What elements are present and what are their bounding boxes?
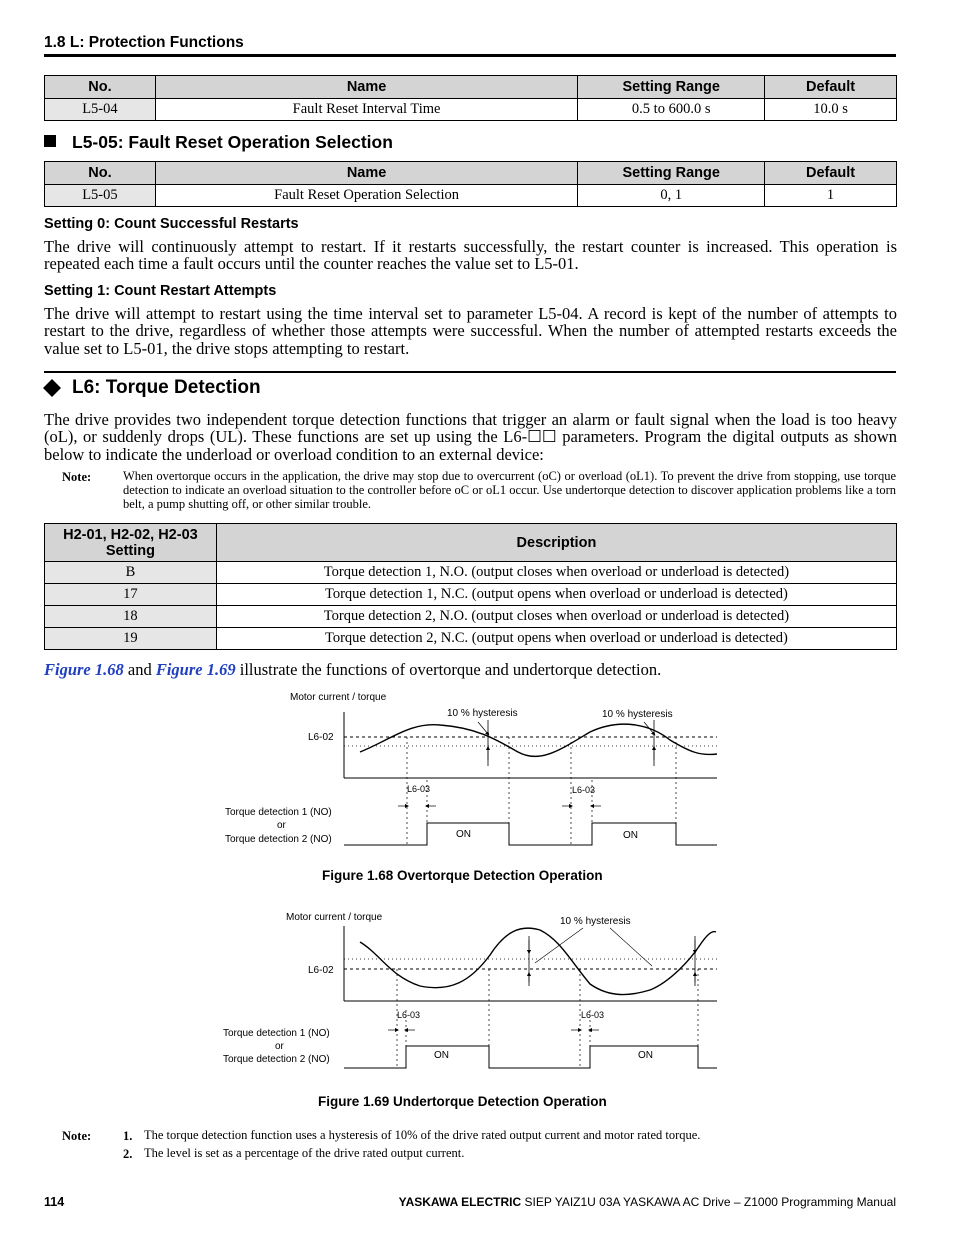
- l6-heading: L6: Torque Detection: [72, 377, 261, 398]
- figure-1-69-caption: Figure 1.69 Undertorque Detection Operation: [318, 1094, 607, 1109]
- figure-1-69-diagram: [0, 900, 954, 1090]
- cell-no: L5-05: [45, 185, 156, 207]
- bottom-note-num-2: 2.: [123, 1147, 133, 1161]
- cell-description: Torque detection 2, N.C. (output opens when overload or underload is detected): [216, 628, 896, 650]
- fig168-delay-label-1: L6-03: [407, 784, 431, 794]
- figure-1-68-diagram: [0, 680, 954, 895]
- col-header-name: Name: [155, 162, 577, 185]
- fig169-output-label-1: Torque detection 1 (NO): [223, 1028, 330, 1039]
- figref-and: and: [127, 660, 152, 679]
- cell-description: Torque detection 1, N.O. (output closes when overload or underload is detected): [216, 562, 896, 584]
- header-rule: [44, 54, 896, 57]
- section-rule: [44, 371, 896, 373]
- cell-description: Torque detection 2, N.O. (output closes when overload or underload is detected): [216, 606, 896, 628]
- setting-0-text: The drive will continuously attempt to restart. If it restarts successfully, the restart counter is increased. This operation is repeated each time a fault occurs until the counter reaches the value set to L5-01.: [44, 237, 897, 274]
- fig169-on-label-2: ON: [638, 1050, 653, 1061]
- fig169-torque-curve: [360, 928, 716, 994]
- fig168-output-label-1: Torque detection 1 (NO): [225, 807, 332, 818]
- fig169-output-label-3: Torque detection 2 (NO): [223, 1054, 330, 1065]
- table-row: [45, 99, 897, 121]
- bottom-note-num-1: 1.: [123, 1129, 133, 1143]
- square-bullet-icon: [44, 135, 56, 147]
- col-header-default: Default: [765, 76, 897, 99]
- fig168-output-label-2: or: [277, 820, 286, 831]
- footer-doc: SIEP YAIZ1U 03A YASKAWA AC Drive – Z1000 Programming Manual: [524, 1195, 896, 1209]
- note-label: Note:: [62, 470, 92, 484]
- fig169-delay-label-2: L6-03: [581, 1010, 605, 1020]
- setting-1-title: Setting 1: Count Restart Attempts: [44, 283, 277, 299]
- fig168-hysteresis-arrow-2: [644, 722, 654, 734]
- cell-setting: 19: [45, 628, 217, 650]
- cell-setting: B: [45, 562, 217, 584]
- fig169-y-axis-label: Motor current / torque: [286, 912, 383, 923]
- cell-description: Torque detection 1, N.C. (output opens when overload or underload is detected): [216, 584, 896, 606]
- col-header-no: No.: [45, 76, 156, 99]
- section-header: 1.8 L: Protection Functions: [44, 34, 244, 51]
- fig169-level-label: L6-02: [308, 965, 334, 976]
- fig168-level-label: L6-02: [308, 732, 334, 743]
- fig168-on-label-2: ON: [623, 830, 638, 841]
- setting-0-title: Setting 0: Count Successful Restarts: [44, 216, 299, 232]
- cell-setting: 17: [45, 584, 217, 606]
- figure-1-69-link[interactable]: Figure 1.69: [155, 660, 236, 679]
- figure-reference-line: [44, 660, 661, 680]
- bottom-note-text-1: The torque detection function uses a hysteresis of 10% of the drive rated output current and motor rated torque.: [144, 1128, 701, 1142]
- col-header-default: Default: [765, 162, 897, 185]
- col-header-description: Description: [216, 524, 896, 562]
- fig168-y-axis-label: Motor current / torque: [290, 692, 387, 703]
- cell-no: L5-04: [45, 99, 156, 121]
- fig169-hysteresis-label: 10 % hysteresis: [560, 916, 631, 927]
- cell-default: 1: [765, 185, 897, 207]
- footer-text: [399, 1195, 896, 1209]
- cell-setting: 18: [45, 606, 217, 628]
- fig169-output-signal: [344, 1046, 717, 1068]
- figref-rest: illustrate the functions of overtorque and undertorque detection.: [239, 660, 662, 679]
- col-header-no: No.: [45, 162, 156, 185]
- figure-1-68-link[interactable]: Figure 1.68: [44, 660, 124, 679]
- fig168-delay-label-2: L6-03: [572, 785, 596, 795]
- fig168-torque-curve: [360, 724, 717, 756]
- fig168-on-label-1: ON: [456, 829, 471, 840]
- bottom-note-text-2: The level is set as a percentage of the drive rated output current.: [144, 1146, 465, 1160]
- col-header-setting: [45, 524, 217, 562]
- fig169-hysteresis-leader-1: [535, 928, 583, 963]
- fig168-output-label-3: Torque detection 2 (NO): [225, 834, 332, 845]
- cell-range: 0.5 to 600.0 s: [578, 99, 765, 121]
- fig169-output-label-2: or: [275, 1041, 284, 1052]
- setting-1-text: The drive will attempt to restart using the time interval set to parameter L5-04. A record is kept of the number of attempts to restart to the drive, regardless of whether those attempts were successful. When the number of attempted restarts exceeds the value set to L5-01, the drive stops attempting to restart.: [44, 304, 897, 358]
- header-setting-line1: H2-01, H2-02, H2-03: [63, 526, 198, 543]
- cell-range: 0, 1: [578, 185, 765, 207]
- table-row: [45, 606, 897, 628]
- fig168-output-signal: [344, 823, 717, 845]
- page-number: 114: [44, 1195, 65, 1209]
- l5-04-table: [44, 75, 897, 121]
- bottom-note-label: Note:: [62, 1129, 92, 1143]
- cell-name: Fault Reset Operation Selection: [155, 185, 577, 207]
- cell-default: 10.0 s: [765, 99, 897, 121]
- fig169-on-label-1: ON: [434, 1050, 449, 1061]
- fig169-delay-label-1: L6-03: [397, 1010, 421, 1020]
- cell-name: Fault Reset Interval Time: [155, 99, 577, 121]
- table-row: [45, 628, 897, 650]
- col-header-range: Setting Range: [578, 162, 765, 185]
- l5-05-heading: L5-05: Fault Reset Operation Selection: [72, 132, 393, 152]
- l6-intro: The drive provides two independent torque detection functions that trigger an alarm or fault signal when the load is too heavy (oL), or suddenly drops (UL). These functions are set up using the L6-☐☐ parameters. Program the digital outputs as shown below to indicate the underload or overload condition to an external device:: [44, 410, 897, 464]
- col-header-range: Setting Range: [578, 76, 765, 99]
- l5-05-table: [44, 161, 897, 207]
- h2-settings-table: [44, 523, 897, 650]
- fig168-hysteresis-label-2: 10 % hysteresis: [602, 709, 673, 720]
- header-setting-line2: Setting: [105, 542, 155, 559]
- fig169-hysteresis-leader-2: [610, 928, 652, 966]
- fig168-hysteresis-label-1: 10 % hysteresis: [447, 708, 518, 719]
- col-header-name: Name: [155, 76, 577, 99]
- table-row: [45, 584, 897, 606]
- table-row: [45, 562, 897, 584]
- figure-1-68-caption: Figure 1.68 Overtorque Detection Operation: [322, 868, 603, 883]
- table-row: [45, 185, 897, 207]
- note-text: When overtorque occurs in the application, the drive may stop due to overcurrent (oC) or overload (oL1). To prevent the drive from stopping, use torque detection to indicate an overload situation to the controller before oC or oL1 occur. Use undertorque detection to discover application problems like a torn belt, a pump shutting off, or other similar trouble.: [123, 469, 896, 511]
- footer-brand: YASKAWA ELECTRIC: [398, 1195, 522, 1209]
- diamond-bullet-icon: [42, 378, 62, 398]
